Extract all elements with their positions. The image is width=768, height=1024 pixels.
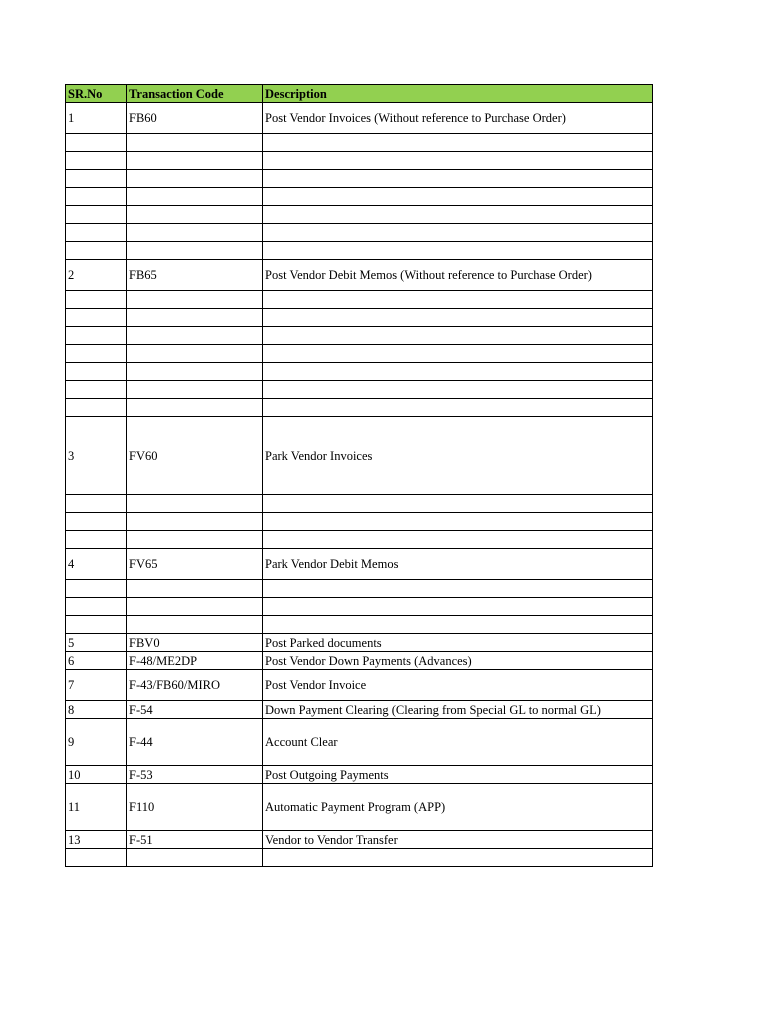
table-row [66,580,653,598]
sr-no-cell [66,242,127,260]
description-cell: Post Vendor Down Payments (Advances) [263,652,653,670]
transaction-code-cell [127,188,263,206]
description-cell [263,309,653,327]
description-cell [263,381,653,399]
table-row [66,224,653,242]
transaction-code-cell [127,531,263,549]
transaction-code-table [65,84,653,867]
table-row [66,206,653,224]
sr-no-cell [66,616,127,634]
description-cell: Down Payment Clearing (Clearing from Special GL to normal GL) [263,701,653,719]
transaction-code-cell [127,849,263,867]
description-cell [263,598,653,616]
header-sr-no: SR.No [66,85,127,103]
sr-no-cell [66,206,127,224]
sr-no-cell [66,291,127,309]
transaction-code-cell: F-44 [127,719,263,766]
table-row [66,549,653,580]
table-row [66,670,653,701]
sr-no-cell [66,381,127,399]
transaction-code-cell: FB65 [127,260,263,291]
table-row [66,598,653,616]
description-cell: Post Vendor Debit Memos (Without reference to Purchase Order) [263,260,653,291]
sr-no-cell: 11 [66,784,127,831]
sr-no-cell: 3 [66,417,127,495]
table-row [66,363,653,381]
sr-no-cell: 7 [66,670,127,701]
table-row [66,309,653,327]
description-cell [263,134,653,152]
sr-no-cell [66,170,127,188]
table-row [66,616,653,634]
header-row [66,85,653,103]
sr-no-cell [66,580,127,598]
sr-no-cell [66,513,127,531]
description-cell [263,849,653,867]
table-row [66,784,653,831]
sr-no-cell: 6 [66,652,127,670]
table-row [66,242,653,260]
table-row [66,719,653,766]
table-row [66,701,653,719]
table-row [66,417,653,495]
transaction-code-cell [127,152,263,170]
transaction-code-cell [127,580,263,598]
sr-no-cell [66,152,127,170]
description-cell [263,580,653,598]
table-row [66,652,653,670]
description-cell: Vendor to Vendor Transfer [263,831,653,849]
description-cell: Park Vendor Debit Memos [263,549,653,580]
transaction-code-cell [127,242,263,260]
sr-no-cell [66,531,127,549]
description-cell [263,327,653,345]
table-row [66,495,653,513]
table-row [66,188,653,206]
transaction-code-cell [127,170,263,188]
transaction-code-cell [127,381,263,399]
table-row [66,381,653,399]
sr-no-cell [66,363,127,381]
transaction-code-cell [127,495,263,513]
transaction-code-cell [127,513,263,531]
transaction-code-cell [127,224,263,242]
table-row [66,170,653,188]
description-cell: Post Vendor Invoices (Without reference to Purchase Order) [263,103,653,134]
sr-no-cell: 9 [66,719,127,766]
description-cell: Automatic Payment Program (APP) [263,784,653,831]
transaction-code-cell [127,291,263,309]
table-row [66,399,653,417]
transaction-code-cell: FBV0 [127,634,263,652]
table-row [66,766,653,784]
sr-no-cell [66,224,127,242]
table-row [66,103,653,134]
description-cell [263,531,653,549]
transaction-code-cell [127,309,263,327]
header-description: Description [263,85,653,103]
description-cell [263,188,653,206]
table-row [66,849,653,867]
sr-no-cell [66,188,127,206]
transaction-code-cell [127,363,263,381]
transaction-code-cell: F-43/FB60/MIRO [127,670,263,701]
transaction-code-cell [127,616,263,634]
sr-no-cell [66,849,127,867]
sr-no-cell [66,309,127,327]
table-row [66,831,653,849]
description-cell [263,242,653,260]
sr-no-cell [66,327,127,345]
description-cell [263,513,653,531]
description-cell [263,291,653,309]
table-row [66,531,653,549]
sr-no-cell: 2 [66,260,127,291]
transaction-code-cell: F-48/ME2DP [127,652,263,670]
description-cell: Post Outgoing Payments [263,766,653,784]
table-row [66,152,653,170]
sr-no-cell [66,399,127,417]
transaction-code-cell [127,206,263,224]
sr-no-cell: 10 [66,766,127,784]
description-cell [263,206,653,224]
description-cell [263,152,653,170]
transaction-code-cell: FB60 [127,103,263,134]
transaction-code-cell: FV65 [127,549,263,580]
table-row [66,260,653,291]
sr-no-cell: 8 [66,701,127,719]
transaction-code-cell [127,399,263,417]
description-cell: Park Vendor Invoices [263,417,653,495]
description-cell [263,399,653,417]
sr-no-cell: 1 [66,103,127,134]
description-cell: Post Vendor Invoice [263,670,653,701]
transaction-code-cell: FV60 [127,417,263,495]
sr-no-cell [66,495,127,513]
sr-no-cell: 4 [66,549,127,580]
table-row [66,513,653,531]
table-row [66,327,653,345]
description-cell [263,616,653,634]
table-row [66,345,653,363]
description-cell: Post Parked documents [263,634,653,652]
sr-no-cell [66,345,127,363]
table-row [66,134,653,152]
header-transaction-code: Transaction Code [127,85,263,103]
sr-no-cell: 5 [66,634,127,652]
transaction-code-cell: F-53 [127,766,263,784]
table-row [66,634,653,652]
description-cell [263,495,653,513]
description-cell [263,363,653,381]
transaction-code-cell [127,598,263,616]
description-cell [263,224,653,242]
table-row [66,291,653,309]
transaction-code-cell [127,327,263,345]
transaction-code-cell [127,345,263,363]
description-cell [263,170,653,188]
transaction-code-cell: F-51 [127,831,263,849]
description-cell [263,345,653,363]
transaction-code-cell [127,134,263,152]
sr-no-cell [66,598,127,616]
description-cell: Account Clear [263,719,653,766]
sr-no-cell: 13 [66,831,127,849]
transaction-code-cell: F110 [127,784,263,831]
transaction-code-cell: F-54 [127,701,263,719]
sr-no-cell [66,134,127,152]
